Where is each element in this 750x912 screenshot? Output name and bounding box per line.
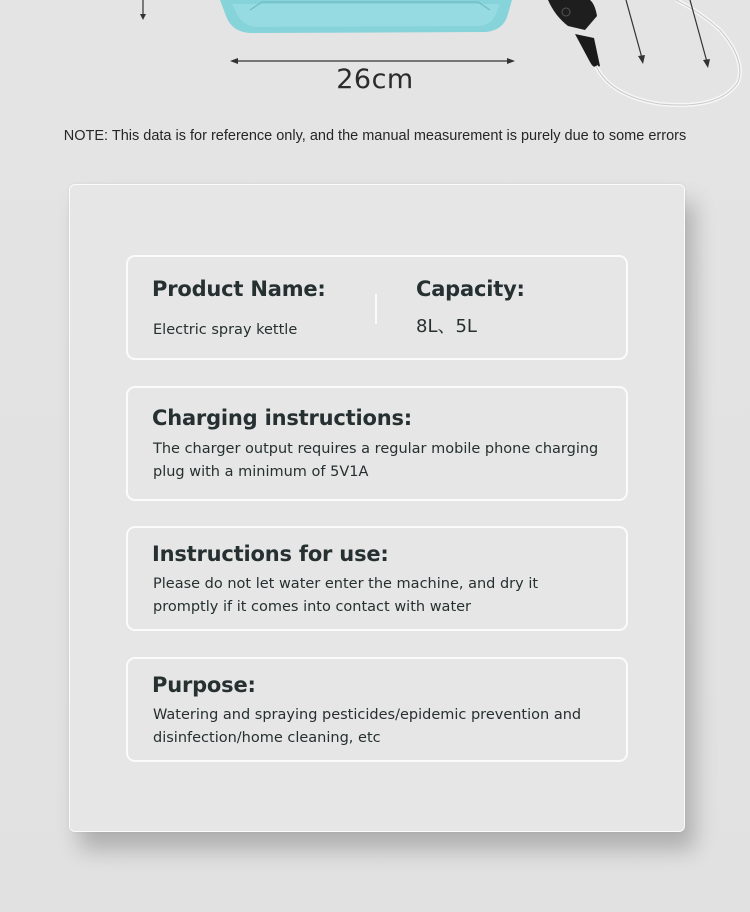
arrow-head-2 <box>703 59 710 68</box>
spec-panel <box>69 184 685 832</box>
arrow-head-1 <box>638 55 645 64</box>
spec-box-usage <box>126 526 628 631</box>
tank-highlight <box>232 4 500 27</box>
hose-connector <box>575 34 600 67</box>
measurement-note: NOTE: This data is for reference only, and the manual measurement is purely due to some errors <box>63 128 687 144</box>
product-name-value: Electric spray kettle <box>153 322 298 338</box>
purpose-text: Watering and spraying pesticides/epidemic prevention and disinfection/home cleaning, etc <box>153 707 582 746</box>
arrow-line-2 <box>690 0 707 62</box>
charging-title: Charging instructions: <box>152 406 412 430</box>
product-illustration <box>0 0 750 120</box>
hose-outline <box>596 0 740 105</box>
capacity-title: Capacity: <box>416 277 525 301</box>
usage-text: Please do not let water enter the machine, and dry it promptly if it comes into contact with water <box>153 576 539 615</box>
spray-handle <box>548 0 597 30</box>
height-arrow-head <box>140 14 146 20</box>
capacity-value: 8L、5L <box>416 316 477 337</box>
width-arrow-left <box>230 58 238 64</box>
spec-box-purpose <box>126 657 628 762</box>
usage-title: Instructions for use: <box>152 542 389 566</box>
charging-text: The charger output requires a regular mobile phone charging plug with a minimum of 5V1A <box>153 441 599 480</box>
column-divider <box>375 294 377 324</box>
width-dimension-label: 26cm <box>336 64 414 95</box>
product-name-title: Product Name: <box>152 277 326 301</box>
width-arrow-right <box>507 58 515 64</box>
product-image-area <box>0 0 750 120</box>
spec-box-charging <box>126 386 628 501</box>
purpose-title: Purpose: <box>152 673 256 697</box>
spec-box-product <box>126 255 628 360</box>
arrow-line-1 <box>626 0 642 58</box>
